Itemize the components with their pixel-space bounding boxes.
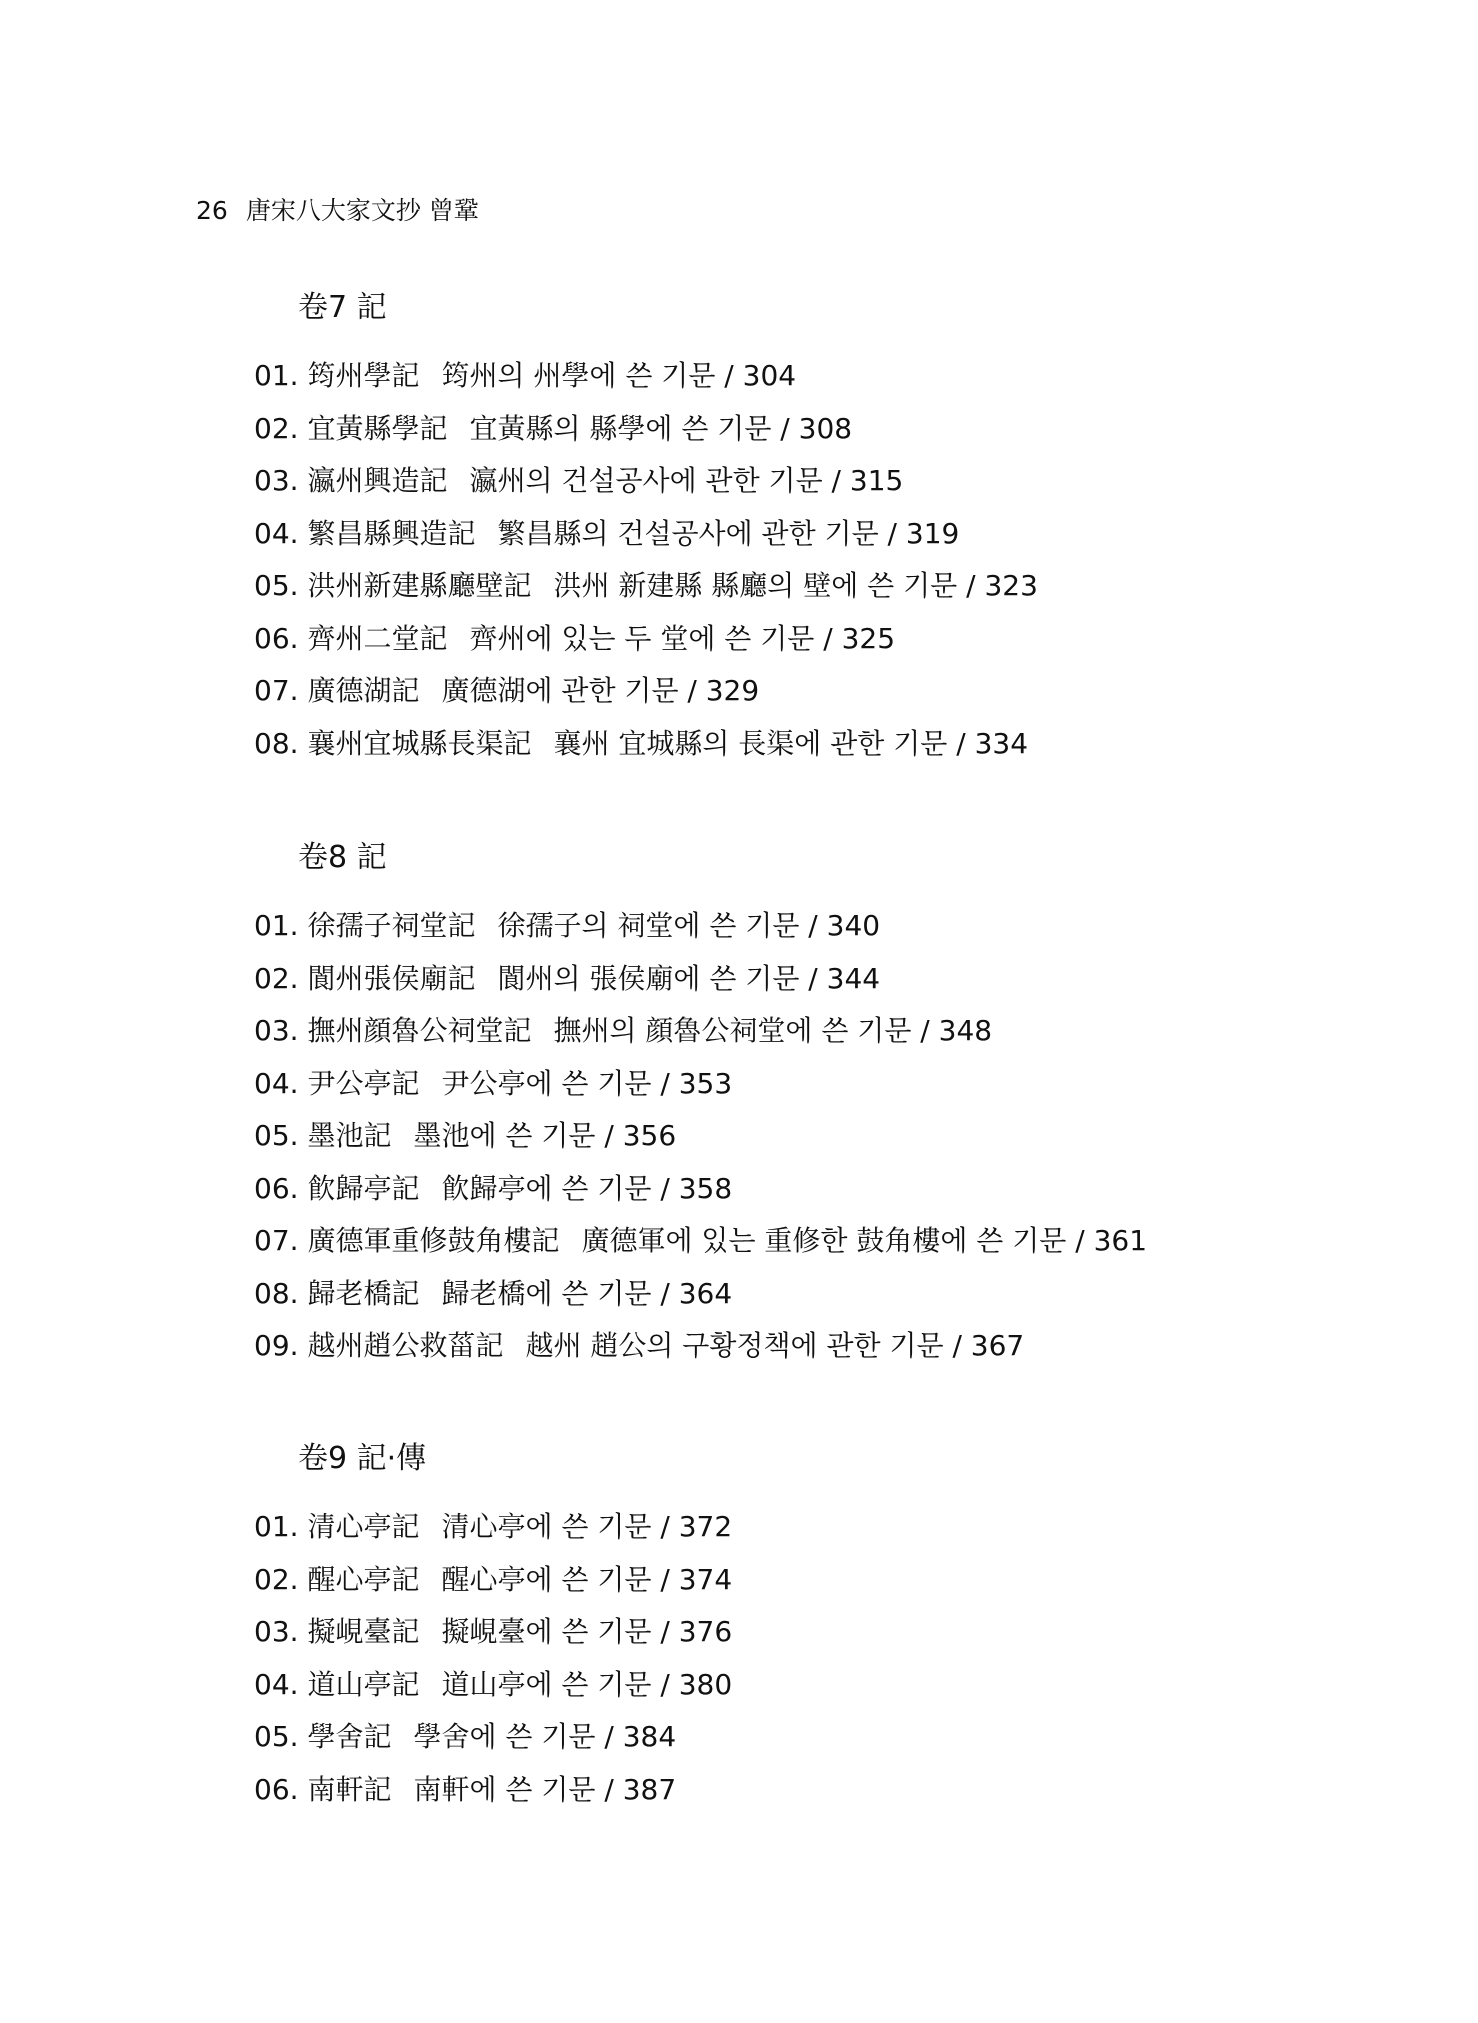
page-separator: /: [651, 1510, 679, 1543]
entry-description: 擬峴臺에 쓴 기문: [441, 1615, 652, 1648]
entry-page-number: 340: [826, 909, 881, 942]
entry-number: 07.: [254, 674, 299, 707]
entry-title: 醒心亭記: [307, 1562, 420, 1596]
entry-description: 飮歸亭에 쓴 기문: [441, 1171, 652, 1205]
toc-entry: [254, 1223, 1147, 1276]
entry-page-number: 374: [678, 1562, 733, 1596]
toc-entry: [254, 1614, 732, 1667]
entry-title: 廣德湖記: [307, 674, 420, 707]
entry-page-number: 380: [678, 1667, 733, 1701]
entry-number: 01.: [254, 909, 299, 942]
entry-description: 南軒에 쓴 기문: [413, 1772, 596, 1806]
entry-number: 03.: [254, 464, 299, 497]
entry-list: [254, 358, 1038, 778]
entry-description: 清心亭에 쓴 기문: [441, 1510, 652, 1543]
entry-number: 08.: [254, 1276, 299, 1310]
entry-title: 瀛州興造記: [307, 464, 448, 497]
entry-description: 歸老橋에 쓴 기문: [441, 1276, 652, 1310]
entry-description: 筠州의 州學에 쓴 기문: [441, 359, 716, 392]
page-separator: /: [957, 569, 985, 602]
section-heading: 卷7 記: [298, 290, 387, 325]
page-separator: /: [595, 1119, 623, 1152]
entry-title: 歸老橋記: [307, 1276, 420, 1310]
entry-page-number: 348: [938, 1014, 993, 1047]
page-number: 26: [196, 196, 228, 225]
entry-number: 09.: [254, 1329, 299, 1362]
entry-description: 齊州에 있는 두 堂에 쓴 기문: [469, 621, 815, 655]
page-separator: /: [651, 1276, 679, 1310]
toc-entry: [254, 1276, 1147, 1329]
entry-number: 08.: [254, 726, 299, 760]
section-heading: 卷8 記: [298, 840, 387, 875]
entry-title: 筠州學記: [307, 359, 420, 392]
book-title: 唐宋八大家文抄 曾鞏: [245, 196, 479, 225]
entry-description: 襄州 宜城縣의 長渠에 관한 기문: [553, 726, 948, 760]
entry-page-number: 344: [826, 961, 881, 995]
entry-description: 墨池에 쓴 기문: [413, 1119, 596, 1152]
page-separator: /: [799, 909, 827, 942]
entry-description: 宜黃縣의 縣學에 쓴 기문: [469, 411, 772, 445]
page-separator: /: [651, 1171, 679, 1205]
entry-description: 撫州의 顔魯公祠堂에 쓴 기문: [553, 1014, 912, 1047]
entry-title: 飮歸亭記: [307, 1171, 420, 1205]
entry-description: 越州 趙公의 구황정책에 관한 기문: [525, 1329, 944, 1362]
toc-entry: [254, 463, 1038, 516]
entry-page-number: 323: [984, 569, 1038, 602]
entry-list: [254, 908, 1147, 1381]
entry-page-number: 319: [905, 516, 960, 550]
entry-title: 清心亭記: [307, 1510, 420, 1543]
entry-number: 04.: [254, 1066, 299, 1100]
toc-entry: [254, 961, 1147, 1014]
section-heading: 卷9 記·傳: [298, 1441, 427, 1476]
entry-number: 04.: [254, 516, 299, 550]
entry-title: 閬州張侯廟記: [307, 961, 476, 995]
entry-page-number: 367: [970, 1329, 1025, 1362]
toc-entry: [254, 1509, 732, 1562]
toc-entry: [254, 568, 1038, 621]
entry-page-number: 356: [622, 1119, 677, 1152]
entry-page-number: 361: [1093, 1224, 1148, 1257]
entry-number: 06.: [254, 1772, 299, 1806]
page-separator: /: [651, 1562, 679, 1596]
entry-title: 學舍記: [307, 1720, 392, 1753]
entry-title: 繁昌縣興造記: [307, 516, 476, 550]
page-separator: /: [947, 726, 975, 760]
entry-title: 齊州二堂記: [307, 621, 448, 655]
entry-number: 06.: [254, 621, 299, 655]
entry-title: 墨池記: [307, 1119, 392, 1152]
toc-entry: [254, 1772, 732, 1825]
entry-title: 襄州宜城縣長渠記: [307, 726, 532, 760]
entry-page-number: 304: [742, 359, 797, 392]
entry-number: 02.: [254, 1562, 299, 1596]
entry-number: 06.: [254, 1171, 299, 1205]
toc-entry: [254, 358, 1038, 411]
entry-number: 02.: [254, 961, 299, 995]
entry-number: 05.: [254, 1119, 299, 1152]
toc-entry: [254, 516, 1038, 569]
entry-title: 道山亭記: [307, 1667, 420, 1701]
entry-page-number: 364: [678, 1276, 733, 1310]
entry-title: 徐孺子祠堂記: [307, 909, 476, 942]
entry-page-number: 325: [841, 621, 896, 655]
entry-number: 01.: [254, 359, 299, 392]
page-separator: /: [878, 516, 906, 550]
entry-page-number: 376: [678, 1615, 733, 1648]
entry-title: 越州趙公救菑記: [307, 1329, 504, 1362]
page-separator: /: [678, 674, 706, 707]
page-separator: /: [799, 961, 827, 995]
entry-page-number: 384: [622, 1720, 677, 1753]
entry-page-number: 315: [849, 464, 904, 497]
entry-description: 醒心亭에 쓴 기문: [441, 1562, 652, 1596]
toc-entry: [254, 1328, 1147, 1381]
entry-number: 01.: [254, 1510, 299, 1543]
entry-description: 學舍에 쓴 기문: [413, 1720, 596, 1753]
page-separator: /: [595, 1772, 623, 1806]
entry-title: 廣德軍重修鼓角樓記: [307, 1224, 560, 1257]
page-separator: /: [651, 1615, 679, 1648]
entry-page-number: 353: [678, 1066, 733, 1100]
toc-entry: [254, 1562, 732, 1615]
entry-description: 洪州 新建縣 縣廳의 壁에 쓴 기문: [553, 569, 958, 602]
page-separator: /: [822, 464, 850, 497]
entry-page-number: 334: [974, 726, 1029, 760]
page-separator: /: [911, 1014, 939, 1047]
page-separator: /: [595, 1720, 623, 1753]
toc-entry: [254, 1171, 1147, 1224]
page-separator: /: [651, 1066, 679, 1100]
entry-page-number: 329: [705, 674, 760, 707]
toc-entry: [254, 673, 1038, 726]
entry-title: 撫州顔魯公祠堂記: [307, 1014, 532, 1047]
toc-entry: [254, 1013, 1147, 1066]
entry-title: 宜黃縣學記: [307, 411, 448, 445]
page-separator: /: [943, 1329, 971, 1362]
entry-title: 南軒記: [307, 1772, 392, 1806]
entry-page-number: 308: [798, 411, 853, 445]
entry-description: 廣德湖에 관한 기문: [441, 674, 679, 707]
page-separator: /: [814, 621, 842, 655]
entry-description: 尹公亭에 쓴 기문: [441, 1066, 652, 1100]
page-separator: /: [715, 359, 743, 392]
page-separator: /: [771, 411, 799, 445]
toc-entry: [254, 1118, 1147, 1171]
entry-description: 廣德軍에 있는 重修한 鼓角樓에 쓴 기문: [581, 1224, 1067, 1257]
page-separator: /: [1066, 1224, 1094, 1257]
toc-entry: [254, 411, 1038, 464]
entry-number: 07.: [254, 1224, 299, 1257]
entry-number: 05.: [254, 1720, 299, 1753]
toc-entry: [254, 1719, 732, 1772]
entry-number: 04.: [254, 1667, 299, 1701]
entry-list: [254, 1509, 732, 1824]
toc-entry: [254, 1667, 732, 1720]
entry-description: 徐孺子의 祠堂에 쓴 기문: [497, 909, 800, 942]
entry-title: 擬峴臺記: [307, 1615, 420, 1648]
entry-page-number: 372: [678, 1510, 733, 1543]
entry-description: 繁昌縣의 건설공사에 관한 기문: [497, 516, 879, 550]
entry-page-number: 387: [622, 1772, 677, 1806]
entry-description: 瀛州의 건설공사에 관한 기문: [469, 464, 823, 497]
entry-number: 05.: [254, 569, 299, 602]
toc-entry: [254, 1066, 1147, 1119]
entry-description: 道山亭에 쓴 기문: [441, 1667, 652, 1701]
entry-title: 尹公亭記: [307, 1066, 420, 1100]
entry-number: 02.: [254, 411, 299, 445]
toc-entry: [254, 908, 1147, 961]
entry-page-number: 358: [678, 1171, 733, 1205]
page-separator: /: [651, 1667, 679, 1701]
running-header: [196, 196, 479, 226]
entry-number: 03.: [254, 1014, 299, 1047]
entry-title: 洪州新建縣廳壁記: [307, 569, 532, 602]
entry-number: 03.: [254, 1615, 299, 1648]
entry-description: 閬州의 張侯廟에 쓴 기문: [497, 961, 800, 995]
toc-entry: [254, 726, 1038, 779]
toc-entry: [254, 621, 1038, 674]
